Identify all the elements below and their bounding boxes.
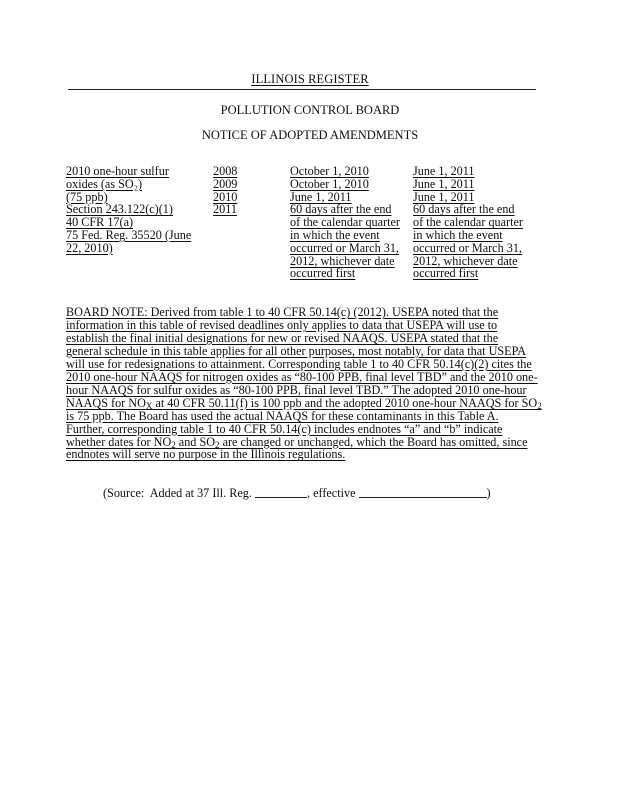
board-note-line: Further, corresponding table 1 to 40 CFR 50.14(c) includes endnotes “a” and “b” indicate <box>66 421 503 436</box>
table-cell: in which the event <box>290 227 380 242</box>
table-cell: occurred first <box>413 266 479 281</box>
notice-title: NOTICE OF ADOPTED AMENDMENTS <box>201 128 419 142</box>
table-cell: Section 243.122(c)(1) <box>66 202 173 217</box>
board-note-line: is 75 ppb. The Board has used the actual NAAQS for these contaminants in this Table A. <box>66 408 499 423</box>
table-cell: of the calendar quarter <box>290 215 400 230</box>
table-cell: in which the event <box>413 227 503 242</box>
board-note-line: hour NAAQS for sulfur oxides as “80-100 PPB, final level TBD.” The adopted 2010 one-hour <box>66 382 527 397</box>
table-cell: 22, 2010) <box>66 240 113 255</box>
subscript: 2 <box>537 400 542 411</box>
table-cell: 60 days after the end <box>290 202 392 217</box>
table-cell: 2008 <box>213 164 238 178</box>
table-cell: 2012, whichever date <box>290 253 395 268</box>
board-title: POLLUTION CONTROL BOARD <box>220 103 400 117</box>
table-cell: June 1, 2011 <box>290 189 352 204</box>
board-note-text: NAAQS for NO <box>66 395 146 410</box>
table-cell: 2011 <box>213 202 237 217</box>
board-note-line: 2010 one-hour NAAQS for nitrogen oxides as “80-100 PPB, final level TBD” and the 2010 one- <box>66 369 538 384</box>
board-note-text: are changed or unchanged, which the Board has omitted, since <box>219 434 528 449</box>
source-middle: , effective <box>306 486 359 500</box>
table-cell: 2009 <box>213 176 238 191</box>
subscript: X <box>145 400 153 411</box>
table-cell: 2010 <box>213 189 238 204</box>
table-cell: occurred first <box>290 266 356 281</box>
board-note-line: will use for redesignations to attainment. Corresponding table 1 to 40 CFR 50.14(c)(2) cites the <box>66 356 532 371</box>
table-column-pollutant <box>66 165 191 255</box>
register-page-blank <box>255 486 307 498</box>
source-suffix: ) <box>486 486 491 500</box>
table-cell: 75 Fed. Reg. 35520 (June <box>66 227 192 242</box>
board-note <box>66 305 542 462</box>
board-note-text: at 40 CFR 50.11(f) is 100 ppb and the adopted 2010 one-hour NAAQS for SO <box>152 395 538 410</box>
subscript: 2 <box>171 439 176 450</box>
board-note-text: and SO <box>175 434 216 449</box>
source-prefix: (Source: Added at 37 Ill. Reg. <box>103 486 255 500</box>
table-column-deadline-1 <box>290 165 400 280</box>
board-note-line: endnotes will serve no purpose in the Illinois regulations. <box>66 447 346 462</box>
table-cell: October 1, 2010 <box>290 176 369 191</box>
subscript: 2 <box>215 439 220 450</box>
board-note-line: general schedule in this table applies for all other purposes, most notably, for data that USEPA <box>66 343 527 358</box>
table-cell: June 1, 2011 <box>413 176 475 191</box>
board-note-text: whether dates for NO <box>66 434 172 449</box>
table-cell: June 1, 2011 <box>413 164 475 178</box>
effective-date-blank <box>359 486 487 498</box>
table-cell: occurred or March 31, <box>290 240 399 255</box>
table-cell: occurred or March 31, <box>413 240 522 255</box>
table-cell: of the calendar quarter <box>413 215 523 230</box>
table-column-deadline-2 <box>413 165 523 280</box>
table-column-year <box>213 165 237 216</box>
table-cell: October 1, 2010 <box>290 164 369 178</box>
table-cell: June 1, 2011 <box>413 189 475 204</box>
table-cell: (75 ppb) <box>66 189 108 204</box>
table-cell: 2012, whichever date <box>413 253 518 268</box>
source-line <box>103 486 491 501</box>
board-note-line <box>66 395 542 411</box>
register-title: ILLINOIS REGISTER <box>251 72 369 86</box>
board-note-line: information in this table of revised deadlines only applies to data that USEPA will use to <box>66 317 498 332</box>
table-cell: 60 days after the end <box>413 202 515 217</box>
table-cell: 40 CFR 17(a) <box>66 215 134 230</box>
board-note-line: establish the final initial designations for new or revised NAAQS. USEPA stated that the <box>66 330 499 345</box>
table-cell: 2010 one-hour sulfur <box>66 164 169 178</box>
table-cell: oxides (as SO₂) <box>66 176 143 191</box>
header-rule <box>68 89 536 90</box>
board-note-line: BOARD NOTE: Derived from table 1 to 40 CFR 50.14(c) (2012). USEPA noted that the <box>66 305 499 319</box>
